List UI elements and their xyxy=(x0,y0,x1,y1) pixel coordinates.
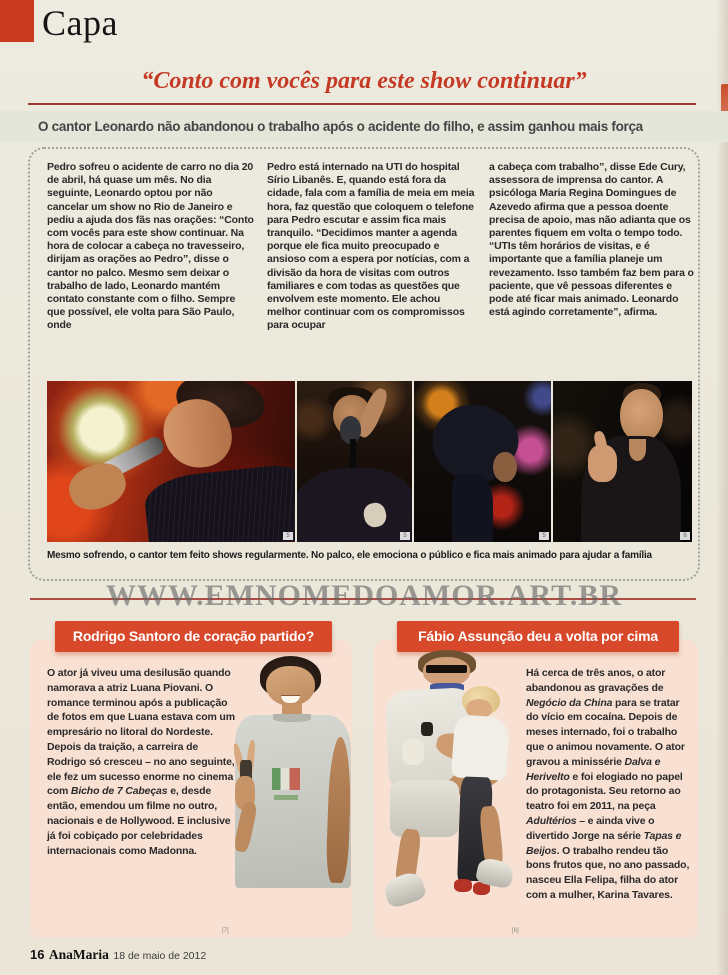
sidebar-body-fabio: Há cerca de três anos, o ator abandonou as gravações de Negócio da China para se tratar do vício em cocaína. Depois de meses internado, foi o trabalho que o animou novamente. O ator gravou a minissérie Dalva e Herivelto e foi elogiado no papel do protagonista. Seu retorno ao teatro foi em 2011, na peça Adultérios – e ainda vive o divertido Jorge na série Tapas e Beijos. O trabalho rendeu tão bons frutos que, no ano passado, nasceu Ella Felipa, filha do ator com a mulher, Karina Tavares. xyxy=(526,667,690,901)
watermark-text: WWW.EMNOMEDOAMOR.ART.BR xyxy=(105,579,623,612)
sunglasses xyxy=(426,665,468,673)
child-red-shoe xyxy=(454,879,471,892)
photo-credit-rodrigo: [7] xyxy=(222,928,229,934)
page-number: 16 xyxy=(30,947,45,962)
wrist-wrap xyxy=(402,739,424,765)
singer-face xyxy=(620,389,663,442)
photo-leonardo-emotional xyxy=(297,381,412,542)
section-title: Capa xyxy=(42,3,118,43)
singer-legs xyxy=(452,474,493,542)
photo-credit-chip: 5 xyxy=(400,532,410,540)
photo-credit-fabio: [6] xyxy=(512,928,519,934)
article-column-1: Pedro sofreu o acidente de carro no dia 20 de abril, há quase um mês. No dia seguinte, Leonardo optou por não cancelar um show no Rio de Janeiro e pediu a ajuda dos fãs nas orações: “Conto com vocês para este show continuar. Na hora de colocar a cabeça no travesseiro, dirijam as orações ao Pedro”, disse o cantor no palco. Mesmo sem deixar o trabalho de lado, Leonardo mantém contato constante com o filho. Sempre que possível, ele volta para São Paulo, onde xyxy=(47,161,254,332)
headline-quote: “Conto com vocês para este show continuar” xyxy=(141,68,587,94)
photo-leonardo-thumbs-up xyxy=(553,381,692,542)
actor-shorts xyxy=(390,780,459,838)
page-footer xyxy=(30,946,206,964)
photo-leonardo-bowing xyxy=(414,381,551,542)
article-column-2: Pedro está internado na UTI do hospital Sírio Libanês. E, quando está fora da cidade, fala com a família de meia em meia hora, faz questão que coloquem o telefone para Pedro escutar e assim fica mais tranquilo. “Decidimos manter a agenda porque ele fica muito preocupado e ansioso com a espera por notícias, com a divisão da hora de visitas com outros familiares e com todas as questões que envolvem este momento. Ele achou melhor continuar com os compromissos para ocupar xyxy=(267,161,475,332)
article-column-3: a cabeça com trabalho”, disse Ede Cury, assessora de imprensa do cantor. A psicóloga Maria Regina Domingues de Azevedo afirma que a pessoa doente precisa de apoio, mas não adianta que os parentes fiquem em volta o tempo todo. “UTIs têm horários de visitas, e é importante que a família planeje um revezamento. Isso também faz bem para o paciente, que vê pessoas diferentes e pode até ficar mais animado. Leonardo está agindo corretamente”, afirma. xyxy=(489,161,694,319)
deck-text: O cantor Leonardo não abandonou o trabalho após o acidente do filho, e assim ganhou mais força xyxy=(38,119,643,134)
photo-leonardo-singing xyxy=(47,381,295,542)
tshirt-collar xyxy=(273,714,311,722)
child-shirt xyxy=(451,714,510,781)
singer-head xyxy=(493,452,516,483)
headline-rule xyxy=(28,103,696,105)
page-edge-shadow xyxy=(716,0,728,975)
actor-sneaker xyxy=(382,869,428,908)
singer-jacket xyxy=(297,468,412,542)
issue-date: 18 de maio de 2012 xyxy=(113,950,207,962)
tshirt-logo xyxy=(421,722,433,736)
photo-credit-chip: 5 xyxy=(539,532,549,540)
singer-jacket xyxy=(143,463,295,542)
photo-rodrigo-santoro xyxy=(234,656,352,936)
sidebar-title-fabio: Fábio Assunção deu a volta por cima xyxy=(397,621,679,652)
photo-credit-chip: 5 xyxy=(283,532,293,540)
photo-fabio-assuncao xyxy=(378,650,522,938)
photo-strip-caption: Mesmo sofrendo, o cantor tem feito shows regularmente. No palco, ele emociona o público e fica mais animado para ajudar a família xyxy=(47,550,652,561)
section-marker-square xyxy=(0,0,34,42)
deck-band xyxy=(0,111,728,142)
tshirt-print xyxy=(272,768,300,790)
sidebar-title-rodrigo: Rodrigo Santoro de coração partido? xyxy=(55,621,332,652)
magazine-name: AnaMaria xyxy=(48,947,109,962)
photo-credit-chip: 6 xyxy=(680,532,690,540)
tshirt-print-text xyxy=(274,795,298,801)
sidebar-body-rodrigo: O ator já viveu uma desilusão quando namorava a atriz Luana Piovani. O romance terminou após a publicação de fotos em que Luana estava com um empresário no litoral do Nordeste. Depois da traição, a carreira de Rodrigo só cresceu – no ano seguinte, ele fez um sucesso enorme no cinema com Bicho de 7 Cabeças e, desde então, emendou um filme no outro, nacionais e de Hollywood. E inclusive já foi cobiçado por celebridades internacionais como Madonna. xyxy=(47,667,235,857)
